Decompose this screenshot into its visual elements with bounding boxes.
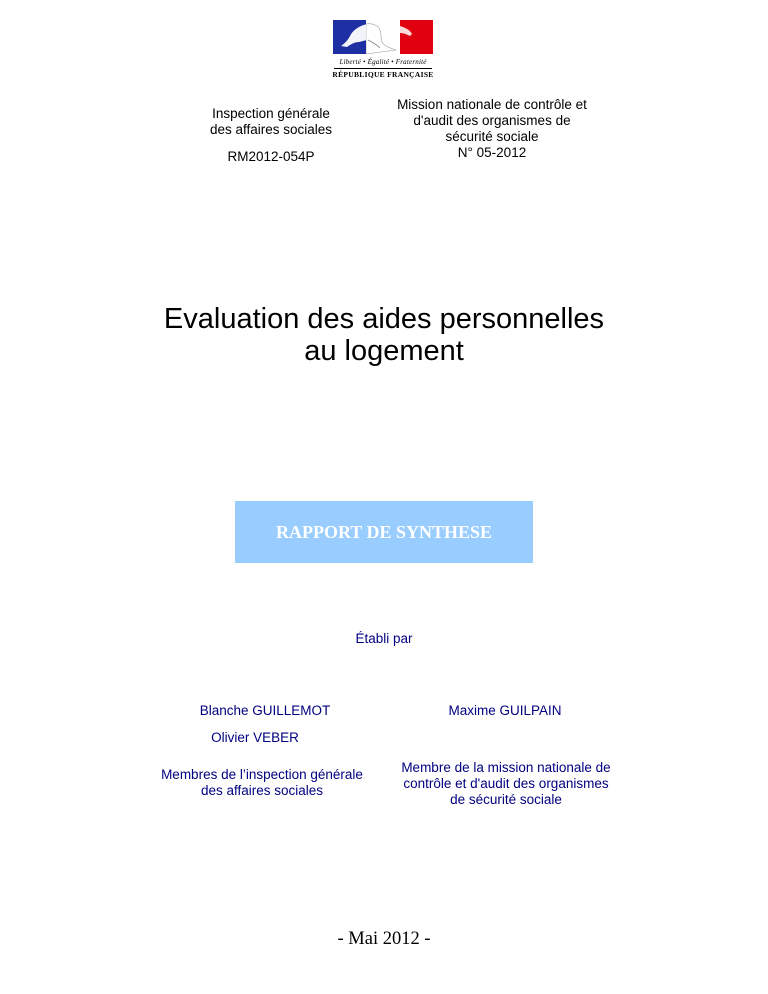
document-title xyxy=(80,303,688,367)
report-reference: RM2012-054P xyxy=(227,149,315,164)
report-type-banner xyxy=(235,501,533,563)
header-right-block xyxy=(386,97,598,161)
author-name-1: Blanche GUILLEMOT xyxy=(199,703,331,718)
author-name-3: Olivier VEBER xyxy=(211,730,299,745)
header-right-line3: sécurité sociale xyxy=(445,129,539,144)
author-name-2: Maxime GUILPAIN xyxy=(448,703,562,718)
report-type-label: RAPPORT DE SYNTHESE xyxy=(275,521,493,542)
role-right-line3: de sécurité sociale xyxy=(450,792,562,807)
logo-motto: Liberté • Égalité • Fraternité xyxy=(339,58,427,66)
authors-intro: Établi par xyxy=(355,631,413,646)
header-left-line2: des affaires sociales xyxy=(209,122,333,137)
role-left-line2: des affaires sociales xyxy=(200,783,324,798)
report-number: N° 05-2012 xyxy=(457,145,527,160)
header-left-line1: Inspection générale xyxy=(212,106,330,121)
logo-divider xyxy=(334,68,432,69)
marianne-logo-icon xyxy=(333,20,433,54)
header-right-line1: Mission nationale de contrôle et xyxy=(397,97,587,112)
author-role-left xyxy=(150,767,374,799)
header-right-line2: d'audit des organismes de xyxy=(413,113,571,128)
republique-francaise-logo xyxy=(330,20,436,78)
author-role-right xyxy=(388,760,624,808)
logo-name: RÉPUBLIQUE FRANÇAISE xyxy=(332,70,434,79)
header-left-block xyxy=(190,106,352,165)
report-date: - Mai 2012 - xyxy=(337,929,431,949)
role-left-line1: Membres de l’inspection générale xyxy=(161,767,363,782)
role-right-line1: Membre de la mission nationale de xyxy=(401,760,611,775)
title-line1: Evaluation des aides personnelles xyxy=(163,303,605,335)
role-right-line2: contrôle et d'audit des organismes xyxy=(403,776,609,791)
title-line2: au logement xyxy=(304,335,464,367)
